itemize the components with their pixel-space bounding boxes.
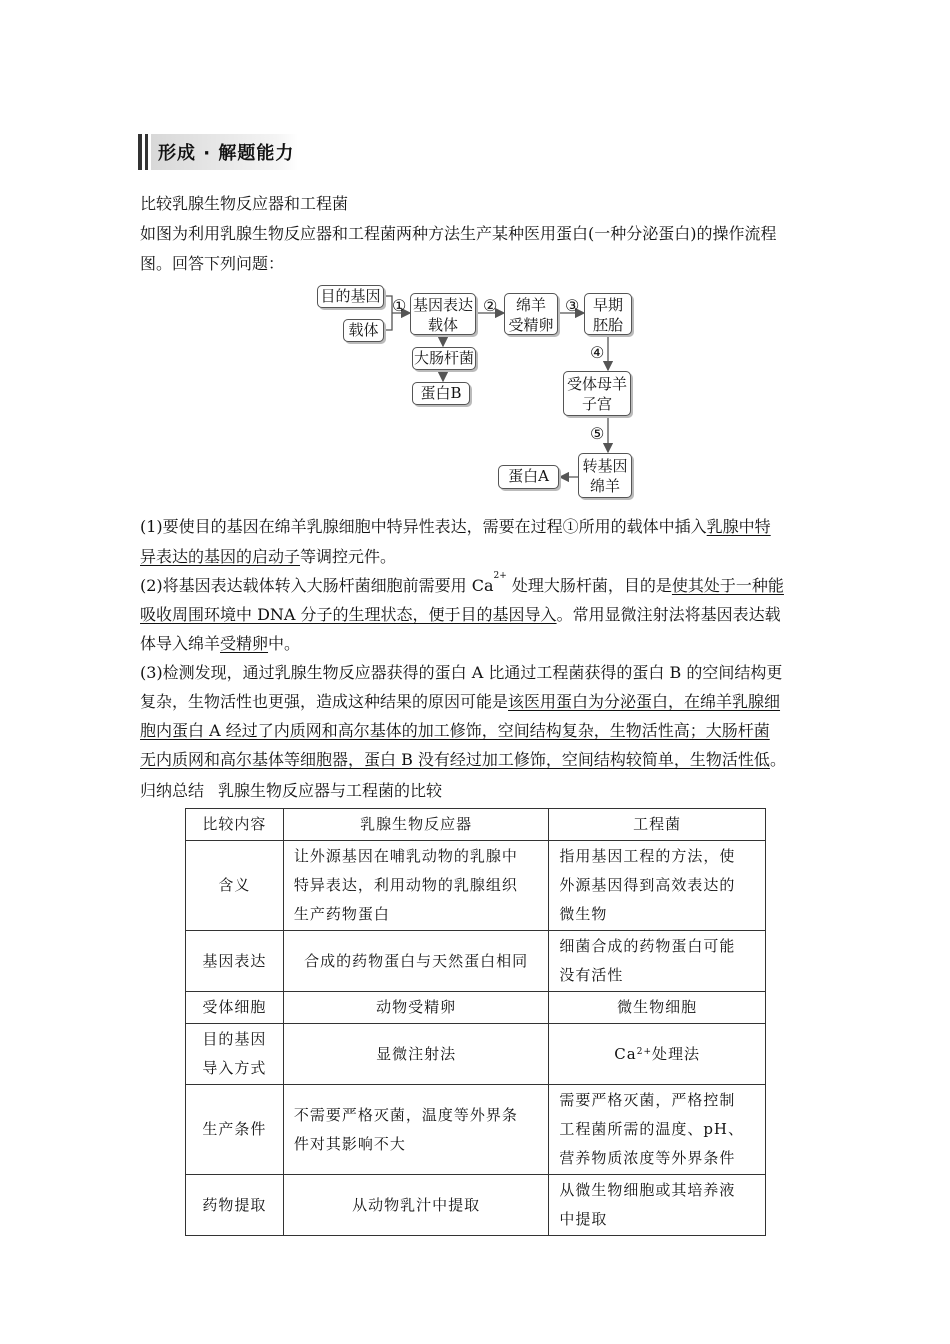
step-4-label: ④	[590, 343, 605, 362]
q3-answer: 胞内蛋白 A 经过了内质网和高尔基体的加工修饰，空间结构复杂，生物活性高；大肠杆菌	[140, 721, 770, 740]
zygote-label: 受精卵	[508, 316, 554, 334]
protein-a-label: 蛋白A	[508, 467, 549, 485]
engineered-bacteria-cell: $Ca^{2+}$处理法	[549, 1024, 766, 1085]
summary-title: 乳腺生物反应器与工程菌的比较	[218, 781, 443, 800]
expression-vector-label: 基因表达	[412, 296, 473, 314]
table-header: 工程菌	[549, 809, 766, 841]
q2-line-3	[140, 631, 300, 654]
q2-answer: 使其处于一种能	[671, 576, 784, 595]
q2-line-2	[140, 602, 781, 625]
q1-answer: 乳腺中特	[706, 517, 771, 536]
q2-text: 处理大肠杆菌，目的是	[506, 576, 672, 595]
table-header: 乳腺生物反应器	[283, 809, 549, 841]
q1-text: (1)要使目的基因在绵羊乳腺细胞中特异性表达，需要在过程①所用的载体中插入	[140, 517, 707, 536]
q2-answer: 受精卵	[220, 634, 269, 653]
vector-label: 载体	[348, 321, 379, 339]
table-row	[186, 992, 766, 1024]
recipient-uterus-label: 受体母羊	[566, 375, 627, 393]
expression-vector-label: 载体	[427, 316, 458, 334]
vector-box	[343, 319, 384, 342]
engineered-bacteria-cell: 细菌合成的药物蛋白可能 没有活性	[549, 931, 766, 992]
row-key: 含义	[186, 841, 284, 931]
intro-line-2: 图。回答下列问题：	[140, 254, 285, 273]
zygote-label: 绵羊	[515, 296, 546, 314]
transgenic-sheep-box	[578, 453, 632, 498]
q2-text: 中。	[268, 634, 301, 653]
q3-line-2	[140, 689, 780, 712]
table-row	[186, 1175, 766, 1236]
q2-text: 体导入绵羊	[140, 634, 221, 653]
zygote-box	[504, 293, 558, 335]
q3-answer: 该医用蛋白为分泌蛋白，在绵羊乳腺细	[508, 692, 781, 711]
table-row	[186, 1085, 766, 1175]
step-3-label: ③	[565, 296, 580, 315]
q2-answer: 吸收周围环境中 DNA 分子的生理状态，便于目的基因导入	[140, 605, 557, 624]
mammary-cell: 显微注射法	[283, 1024, 549, 1085]
protein-b-label: 蛋白B	[420, 384, 462, 402]
mammary-cell: 合成的药物蛋白与天然蛋白相同	[283, 931, 549, 992]
flowchart	[0, 0, 950, 510]
banner-title: 形成 · 解题能力	[158, 143, 295, 164]
row-key: 生产条件	[186, 1085, 284, 1175]
mammary-cell: 不需要严格灭菌，温度等外界条 件对其影响不大	[283, 1085, 549, 1175]
table-row	[186, 841, 766, 931]
q1-text: 等调控元件。	[300, 547, 397, 566]
ecoli-box	[412, 347, 476, 370]
q2-superscript: 2+	[493, 571, 507, 581]
engineered-bacteria-cell: 指用基因工程的方法，使 外源基因得到高效表达的 微生物	[549, 841, 766, 931]
row-key: 药物提取	[186, 1175, 284, 1236]
engineered-bacteria-cell: 需要严格灭菌，严格控制 工程菌所需的温度、pH、 营养物质浓度等外界条件	[549, 1085, 766, 1175]
recipient-uterus-box	[563, 371, 631, 416]
transgenic-sheep-label: 转基因	[582, 457, 628, 475]
q3-line-3	[140, 718, 770, 741]
mammary-cell: 动物受精卵	[283, 992, 549, 1024]
early-embryo-label: 早期	[592, 296, 623, 314]
protein-a-box	[498, 465, 559, 489]
topic-title: 比较乳腺生物反应器和工程菌	[140, 194, 349, 213]
summary-heading	[140, 778, 442, 801]
summary-label: 归纳总结	[140, 781, 205, 800]
protein-b-box	[412, 382, 470, 405]
early-embryo-box	[584, 293, 632, 335]
mammary-cell: 从动物乳汁中提取	[283, 1175, 549, 1236]
q1-line-1	[140, 514, 771, 537]
q3-line-1: (3)检测发现，通过乳腺生物反应器获得的蛋白 A 比通过工程菌获得的蛋白 B 的空间结构更	[140, 663, 783, 682]
table-header: 比较内容	[186, 809, 284, 841]
target-gene-label: 目的基因	[320, 287, 381, 305]
q3-line-4	[140, 747, 786, 770]
q3-text: 复杂，生物活性也更强，造成这种结果的原因可能是	[140, 692, 509, 711]
table-row	[186, 931, 766, 992]
step-5-label: ⑤	[590, 424, 605, 443]
table-row	[186, 1024, 766, 1085]
expression-vector-box	[410, 293, 476, 335]
q2-line-1	[140, 573, 784, 596]
step-2-label: ②	[483, 296, 498, 315]
comparison-table	[185, 808, 766, 1236]
table-header-row	[186, 809, 766, 841]
target-gene-box	[317, 285, 384, 308]
intro-line-1: 如图为利用乳腺生物反应器和工程菌两种方法生产某种医用蛋白(一种分泌蛋白)的操作流程	[140, 224, 777, 243]
transgenic-sheep-label: 绵羊	[589, 477, 620, 495]
q3-text: 。	[769, 750, 786, 769]
step-1-label: ①	[392, 296, 407, 315]
engineered-bacteria-cell: 微生物细胞	[549, 992, 766, 1024]
engineered-bacteria-cell: 从微生物细胞或其培养液 中提取	[549, 1175, 766, 1236]
q2-text: 。常用显微注射法将基因表达载	[556, 605, 781, 624]
q1-answer: 异表达的基因的启动子	[140, 547, 301, 566]
row-key: 基因表达	[186, 931, 284, 992]
q2-text: (2)将基因表达载体转入大肠杆菌细胞前需要用 Ca	[140, 576, 494, 595]
ecoli-label: 大肠杆菌	[413, 349, 474, 367]
row-key: 受体细胞	[186, 992, 284, 1024]
row-key: 目的基因 导入方式	[186, 1024, 284, 1085]
q1-line-2	[140, 544, 396, 567]
flowchart-arrows	[0, 0, 950, 510]
mammary-cell: 让外源基因在哺乳动物的乳腺中 特异表达，利用动物的乳腺组织 生产药物蛋白	[283, 841, 549, 931]
q3-answer: 无内质网和高尔基体等细胞器，蛋白 B 没有经过加工修饰，空间结构较简单，生物活性低	[140, 750, 770, 769]
recipient-uterus-label: 子宫	[581, 395, 612, 413]
early-embryo-label: 胚胎	[592, 316, 623, 334]
